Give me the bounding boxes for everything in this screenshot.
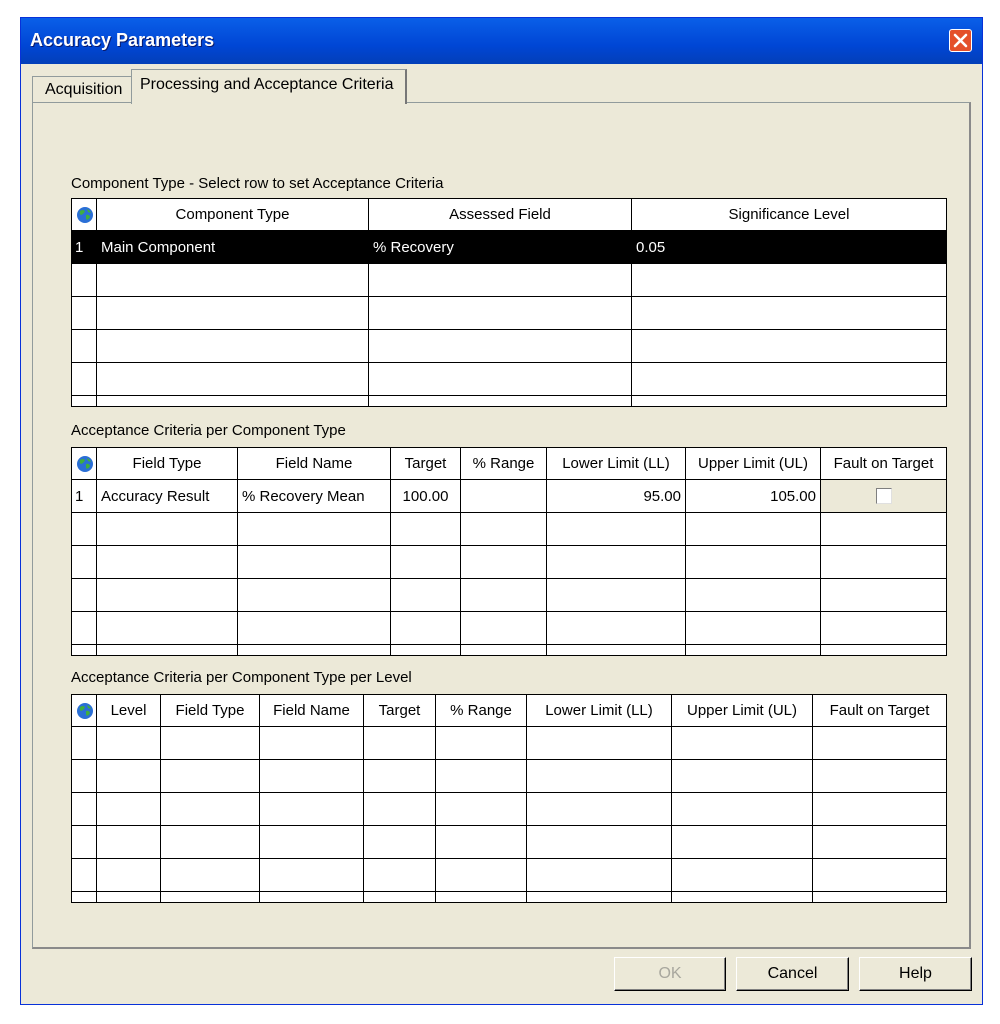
table-row[interactable] [72,264,947,297]
acceptance-criteria-level-grid [71,694,947,903]
table-row[interactable] [72,727,947,760]
column-header[interactable]: Field Type [161,695,260,727]
table-row[interactable] [72,480,947,513]
component-type-grid [71,198,947,407]
dialog-window [20,17,983,1005]
table-row[interactable] [72,363,947,396]
column-header[interactable]: Significance Level [632,199,947,231]
field-name-cell[interactable]: % Recovery Mean [238,480,391,513]
component-type-label: Component Type - Select row to set Acceptance Criteria [71,175,444,192]
table-row[interactable] [72,826,947,859]
ok-button[interactable]: OK [614,957,726,991]
column-header[interactable]: % Range [461,448,547,480]
column-header[interactable]: Component Type [97,199,369,231]
table-row[interactable] [72,396,947,407]
table-row[interactable] [72,579,947,612]
range-cell[interactable] [461,480,547,513]
column-header[interactable]: Lower Limit (LL) [527,695,672,727]
close-button[interactable] [949,29,972,52]
significance-level-cell[interactable]: 0.05 [632,231,947,264]
fault-on-target-cell[interactable] [821,480,947,513]
column-header[interactable]: Fault on Target [821,448,947,480]
assessed-field-cell[interactable]: % Recovery [369,231,632,264]
column-header[interactable]: Field Name [238,448,391,480]
table-row[interactable] [72,330,947,363]
grid-corner[interactable] [72,199,97,231]
table-row[interactable] [72,546,947,579]
component-type-cell[interactable]: Main Component [97,231,369,264]
tab-acquisition[interactable] [32,76,142,102]
cancel-button[interactable]: Cancel [736,957,849,991]
row-number: 1 [72,231,97,264]
column-header[interactable]: % Range [436,695,527,727]
upper-limit-cell[interactable]: 105.00 [686,480,821,513]
globe-icon [76,455,94,473]
column-header[interactable]: Field Name [260,695,364,727]
title-bar[interactable] [21,18,982,64]
column-header[interactable]: Field Type [97,448,238,480]
table-row[interactable] [72,760,947,793]
table-row[interactable] [72,513,947,546]
acceptance-criteria-label: Acceptance Criteria per Component Type [71,422,346,439]
column-header[interactable]: Assessed Field [369,199,632,231]
grid-corner[interactable] [72,695,97,727]
globe-icon [76,206,94,224]
table-row-selected[interactable] [72,231,947,264]
globe-icon [76,702,94,720]
grid-corner[interactable] [72,448,97,480]
table-row[interactable] [72,892,947,903]
close-icon [953,33,968,48]
field-type-cell[interactable]: Accuracy Result [97,480,238,513]
row-number: 1 [72,480,97,513]
column-header[interactable]: Target [364,695,436,727]
tab-label: Processing and Acceptance Criteria [140,76,394,93]
tab-label: Acquisition [45,81,123,98]
tab-processing-acceptance[interactable] [131,69,407,104]
acceptance-criteria-level-label: Acceptance Criteria per Component Type per Level [71,669,412,686]
column-header[interactable]: Lower Limit (LL) [547,448,686,480]
table-row[interactable] [72,793,947,826]
lower-limit-cell[interactable]: 95.00 [547,480,686,513]
help-button[interactable]: Help [859,957,972,991]
table-row[interactable] [72,645,947,656]
table-row[interactable] [72,859,947,892]
fault-on-target-checkbox[interactable] [876,488,892,504]
table-row[interactable] [72,297,947,330]
target-cell[interactable]: 100.00 [391,480,461,513]
window-title: Accuracy Parameters [30,30,215,50]
column-header[interactable]: Upper Limit (UL) [672,695,813,727]
column-header[interactable]: Fault on Target [813,695,947,727]
column-header[interactable]: Target [391,448,461,480]
table-row[interactable] [72,612,947,645]
column-header[interactable]: Level [97,695,161,727]
column-header[interactable]: Upper Limit (UL) [686,448,821,480]
acceptance-criteria-grid [71,447,947,656]
